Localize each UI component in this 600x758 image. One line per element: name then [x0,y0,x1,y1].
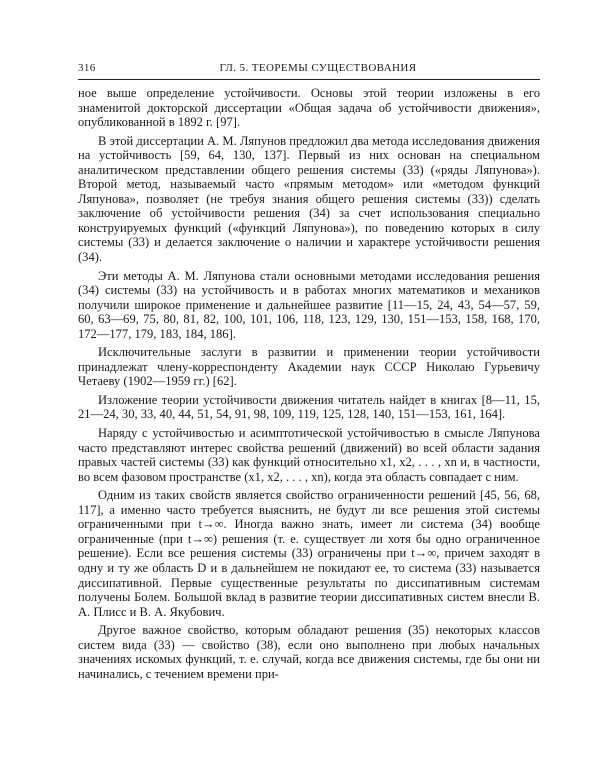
page-body [78,86,540,681]
paragraph: В этой диссертации А. М. Ляпунов предложил два метода исследования движения на устойчивость [59, 64, 130, 137]. Первый из них основан на специальном аналитическом представлении общего решения системы (33) («ряды Ляпунова»). Второй метод, называемый часто «прямым методом» или «методом функций Ляпунова», позволяет (не требуя знания общего решения системы (33)) сделать заключение об устойчивости решения (34) за счет использования специально конструируемых функций («функций Ляпунова»), по поведению которых в силу системы (33) и делается заключение о наличии и характере устойчивости решения (34). [78,133,540,265]
paragraph: Исключительные заслуги в развитии и применении теории устойчивости принадлежат члену-корреспонденту Академии наук СССР Николаю Гурьевичу Четаеву (1902—1959 гг.) [62]. [78,345,540,389]
running-head: ГЛ. 5. ТЕОРЕМЫ СУЩЕСТВОВАНИЯ [219,62,417,74]
paragraph: Наряду с устойчивостью и асимптотической устойчивостью в смысле Ляпунова часто представляют интерес свойства решений (движений) во всей области задания правых частей системы (33) как функций относительно x1, x2, . . . , xn и, в частности, во всем фазовом пространстве (x1, x2, . . . , xn), когда эта область совпадает с ним. [78,426,540,484]
paragraph: Одним из таких свойств является свойство ограниченности решений [45, 56, 68, 117], а именно часто требуется выяснить, не будут ли все решения этой системы ограниченными при t→∞. Иногда важно знать, имеет ли система (34) вообще ограниченные (при t→∞) решения (т. е. существует ли хотя бы одно ограниченное решение). Если все решения системы (33) ограничены при t→∞, причем заходят в одну и ту же область D и в дальнейшем не покидают ее, то система (33) называется диссипативной. Первые существенные результаты по диссипативным системам получены Болем. Большой вклад в развитие теории диссипативных систем внесли В. А. Плисс и В. А. Якубович. [78,488,540,619]
page-number: 316 [78,62,96,74]
paragraph: Эти методы А. М. Ляпунова стали основными методами исследования решения (34) системы (33) на устойчивость и в работах многих математиков и механиков получили широкое применение и дальнейшее развитие [11—15, 24, 43, 54—57, 59, 60, 63—69, 75, 80, 81, 82, 100, 101, 106, 118, 123, 129, 130, 151—153, 158, 168, 170, 172—177, 179, 183, 184, 186]. [78,268,540,341]
header-rule [78,79,540,80]
paragraph: ное выше определение устойчивости. Основы этой теории изложены в его знаменитой докторской диссертации «Общая задача об устойчивости движения», опубликованной в 1892 г. [97]. [78,86,540,130]
paragraph: Другое важное свойство, которым обладают решения (35) некоторых классов систем вида (33) — свойство (38), если оно выполнено при любых начальных значениях искомых функций, т. е. случай, когда все движения системы, где бы они ни начинались, с течением времени при- [78,623,540,681]
page-header [78,0,540,74]
paragraph: Изложение теории устойчивости движения читатель найдет в книгах [8—11, 15, 21—24, 30, 33, 40, 44, 51, 54, 91, 98, 109, 119, 125, 128, 140, 151—153, 161, 164]. [78,392,540,422]
